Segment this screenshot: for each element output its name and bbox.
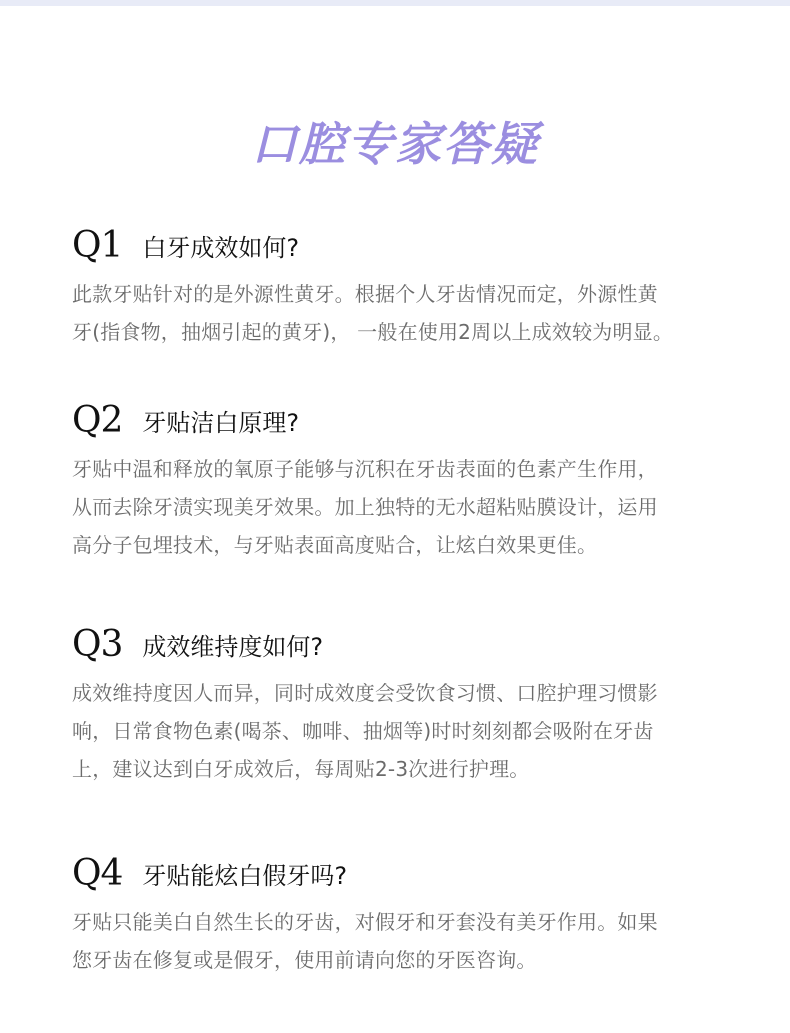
question-text: 牙贴洁白原理? [142, 409, 300, 437]
question-text: 成效维持度如何? [142, 633, 324, 661]
answer-text [72, 275, 722, 351]
faq-question-row [72, 397, 722, 441]
question-number: Q2 [72, 400, 123, 441]
top-divider-strip [0, 0, 790, 6]
answer-line: 从而去除牙渍实现美牙效果。加上独特的无水超粘贴膜设计，运用 [72, 495, 658, 519]
question-number: Q3 [72, 624, 123, 665]
question-text: 牙贴能炫白假牙吗? [142, 862, 348, 890]
question-text: 白牙成效如何? [142, 234, 300, 262]
answer-line: 您牙齿在修复或是假牙，使用前请向您的牙医咨询。 [72, 948, 537, 972]
answer-line: 高分子包埋技术，与牙贴表面高度贴合，让炫白效果更佳。 [72, 533, 598, 557]
page-title: 口腔专家答疑 [251, 117, 539, 171]
faq-item-q4 [72, 850, 722, 979]
answer-text [72, 903, 722, 979]
faq-item-q2 [72, 397, 722, 564]
faq-question-row [72, 621, 722, 665]
answer-line: 此款牙贴针对的是外源性黄牙。根据个人牙齿情况而定，外源性黄 [72, 282, 658, 306]
question-number: Q1 [72, 225, 123, 266]
answer-line: 牙贴中温和释放的氧原子能够与沉积在牙齿表面的色素产生作用， [72, 457, 658, 481]
faq-question-row [72, 222, 722, 266]
answer-line: 响，日常食物色素(喝茶、咖啡、抽烟等)时时刻刻都会吸附在牙齿 [72, 719, 654, 743]
answer-text [72, 674, 722, 788]
faq-item-q1 [72, 222, 722, 351]
answer-line: 成效维持度因人而异，同时成效度会受饮食习惯、口腔护理习惯影 [72, 681, 658, 705]
answer-line: 上，建议达到白牙成效后，每周贴2-3次进行护理。 [72, 757, 530, 781]
faq-question-row [72, 850, 722, 894]
faq-item-q3 [72, 621, 722, 788]
answer-text [72, 450, 722, 564]
question-number: Q4 [72, 853, 123, 894]
answer-line: 牙贴只能美白自然生长的牙齿，对假牙和牙套没有美牙作用。如果 [72, 910, 658, 934]
answer-line: 牙(指食物，抽烟引起的黄牙)， 一般在使用2周以上成效较为明显。 [72, 320, 674, 344]
